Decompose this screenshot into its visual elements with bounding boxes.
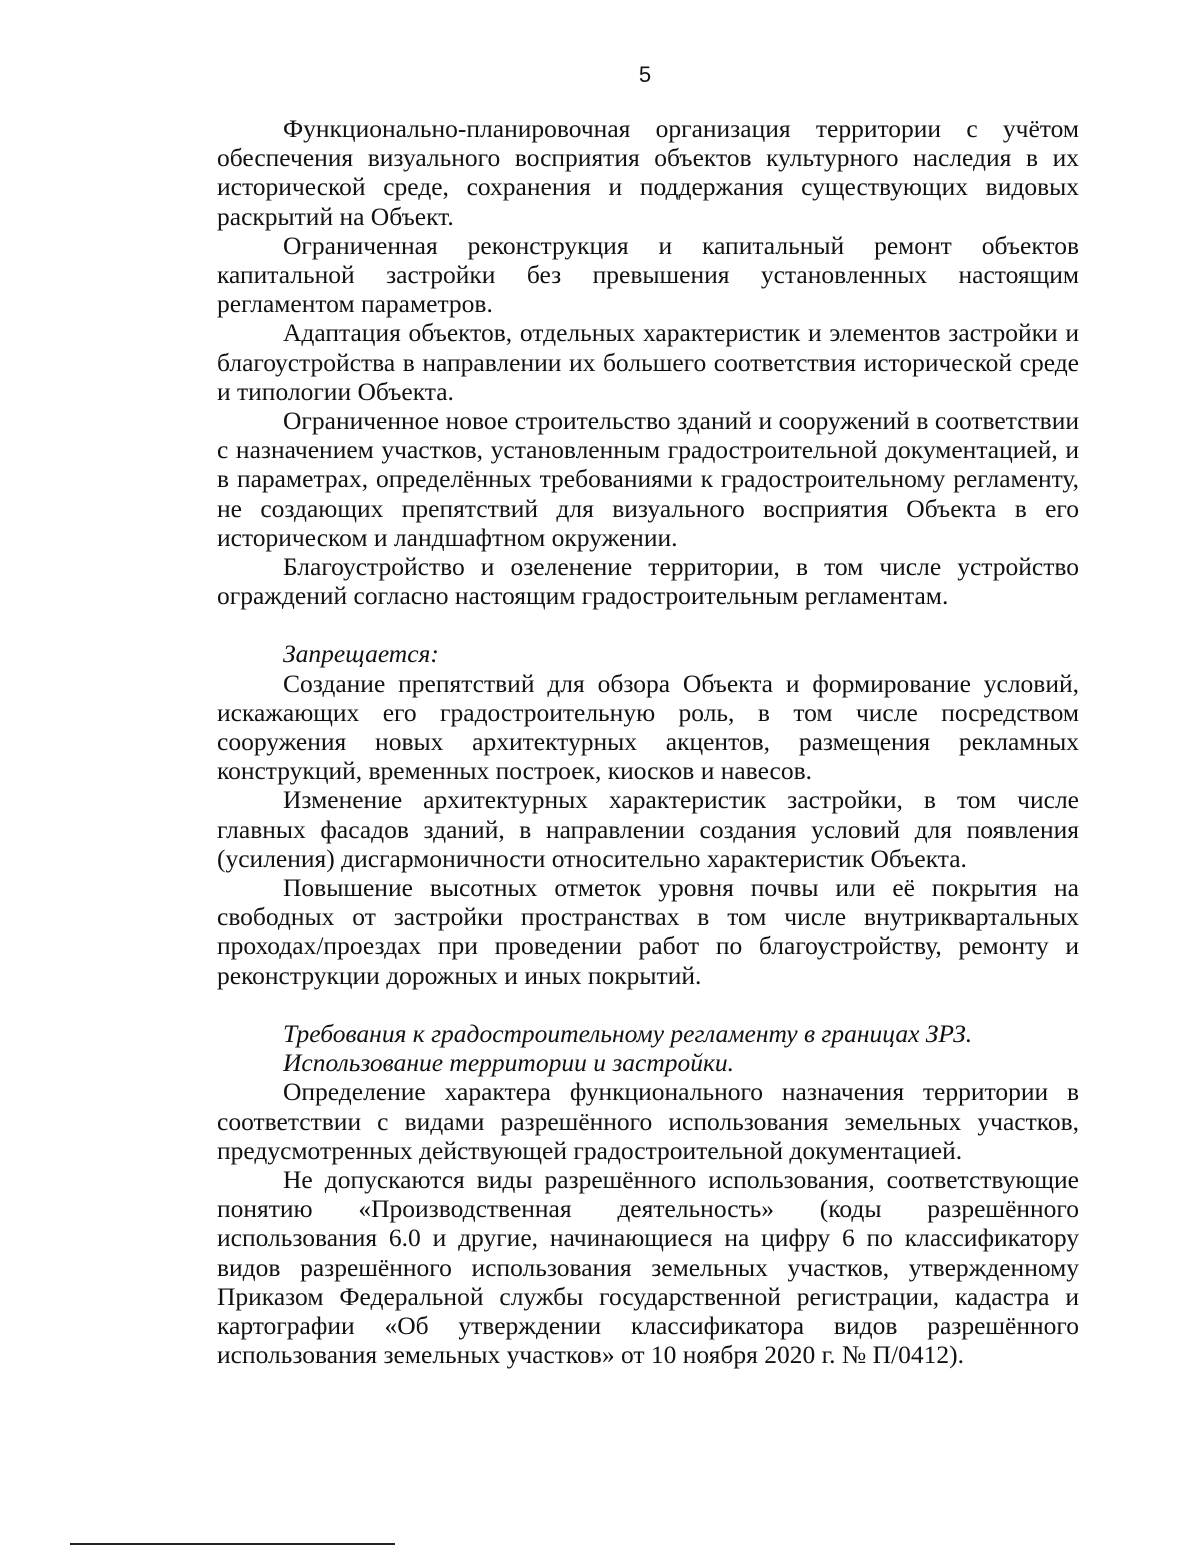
usage-heading: Использование территории и застройки. <box>283 1048 735 1078</box>
footnote-divider <box>70 1543 395 1545</box>
section-gap <box>217 990 1079 1019</box>
paragraph-obstruction: Создание препятствий для обзора Объекта и формирование условий, искажающих его градостроительную роль, в том числе посредством сооружения новых архитектурных акцентов, размещения рекламных конструкций, временных построек, киосков и навесов. <box>217 668 1079 786</box>
paragraph-soil-level: Повышение высотных отметок уровня почвы или её покрытия на свободных от застройки пространствах в том числе внутриквартальных проходах/проездах при проведении работ по благоустройству, ремонту и реконструкции дорожных и иных покрытий. <box>217 873 1079 990</box>
paragraph-architecture-change: Изменение архитектурных характеристик застройки, в том числе главных фасадов зданий, в направлении создания условий для появления (усиления) дисгармоничности относительно характеристик Объекта. <box>217 785 1079 873</box>
paragraph-visual-perception: Функционально-планировочная организация территории с учётом обеспечения визуального восприятия объектов культурного наследия в их исторической среде, сохранения и поддержания существующих видовых раскрытий на Объект. <box>217 114 1079 231</box>
paragraph-landscaping: Благоустройство и озеленение территории, в том числе устройство ограждений согласно настоящим градостроительным регламентам. <box>217 552 1079 611</box>
page-number: 5 <box>638 62 652 87</box>
paragraph-production-ban: Не допускаются виды разрешённого использования, соответствующие понятию «Производственная деятельность» (коды разрешённого использования 6.0 и другие, начинающиеся на цифру 6 по классификатору видов разрешённого использования земельных участков, утвержденному Приказом Федеральной службы государственной регистрации, кадастра и картографии «Об утверждении классификатора видов разрешённого использования земельных участков» от 10 ноября 2020 г. № П/0412). <box>217 1164 1079 1370</box>
section-gap <box>217 610 1079 639</box>
paragraph-new-construction: Ограниченное новое строительство зданий и сооружений в соответствии с назначением участков, установленным градостроительной документацией, и в параметрах, определённых требованиями к градостроительному регламенту, не создающих препятствий для визуального восприятия Объекта в его историческом и ландшафтном окружении. <box>217 406 1079 552</box>
paragraph-adaptation: Адаптация объектов, отдельных характеристик и элементов застройки и благоустройства в направлении их большего соответствия исторической среде и типологии Объекта. <box>217 318 1079 406</box>
requirements-heading: Требования к градостроительному регламенту в границах ЗРЗ. <box>283 1018 973 1048</box>
paragraph-limited-reconstruction: Ограниченная реконструкция и капитальный ремонт объектов капитальной застройки без превышения установленных настоящим регламентом параметров. <box>217 230 1079 319</box>
prohibited-heading: Запрещается: <box>283 639 439 669</box>
document-body <box>217 114 1079 1369</box>
paragraph-functional-purpose: Определение характера функционального назначения территории в соответствии с видами разрешённого использования земельных участков, предусмотренных действующей градостроительной документацией. <box>217 1077 1079 1165</box>
